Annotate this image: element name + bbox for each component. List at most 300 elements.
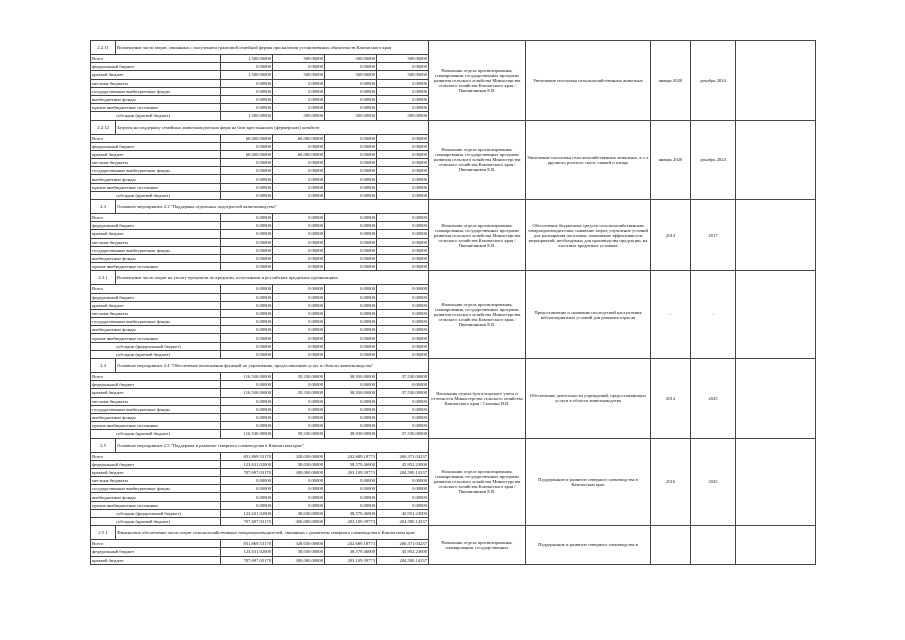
funding-source-label: федеральный бюджет bbox=[91, 381, 221, 389]
amount-cell: 60,000.00000 bbox=[221, 134, 273, 142]
amount-cell: 204,580.14337 bbox=[377, 556, 429, 564]
amount-cell: 300,000.00000 bbox=[273, 468, 325, 476]
amount-cell: 0.00000 bbox=[325, 183, 377, 191]
responsible-person: Начальник отдела бухгалтерского учета и отчетности Министерства сельского хозяйства Камчатского края / Смагина Н.В. bbox=[429, 359, 526, 439]
amount-cell: 0.00000 bbox=[273, 263, 325, 271]
amount-cell: 0.00000 bbox=[273, 405, 325, 413]
amount-cell: 260,371.04237 bbox=[377, 452, 429, 460]
amount-cell: 0.00000 bbox=[221, 95, 273, 103]
amount-cell: 0.00000 bbox=[377, 309, 429, 317]
amount-cell: 45,952.23000 bbox=[377, 509, 429, 517]
funding-source-label: Всего bbox=[91, 373, 221, 381]
section-title: Основное мероприятие 2.3 "Поддержка отдельных подотраслей животноводства" bbox=[116, 200, 429, 214]
start-date: 2014 bbox=[651, 359, 691, 439]
funding-source-label: государственные внебюджетные фонды bbox=[91, 405, 221, 413]
amount-cell: 0.00000 bbox=[221, 222, 273, 230]
funding-source-label: местные бюджеты bbox=[91, 477, 221, 485]
amount-cell: 0.00000 bbox=[325, 263, 377, 271]
amount-cell: 0.00000 bbox=[377, 254, 429, 262]
amount-cell: 0.00000 bbox=[325, 95, 377, 103]
funding-source-label: федеральный бюджет bbox=[91, 63, 221, 71]
funding-source-label: государственные внебюджетные фонды bbox=[91, 167, 221, 175]
amount-cell: 1,500.00000 bbox=[221, 55, 273, 63]
amount-cell: 0.00000 bbox=[377, 142, 429, 150]
amount-cell: 0.00000 bbox=[377, 326, 429, 334]
start-date: 2016 bbox=[651, 438, 691, 526]
amount-cell: 60,000.00000 bbox=[273, 150, 325, 158]
funding-source-label: субсидии (федеральный бюджет) bbox=[91, 509, 221, 517]
amount-cell: 0.00000 bbox=[273, 63, 325, 71]
funding-source-label: федеральный бюджет bbox=[91, 548, 221, 556]
amount-cell: 0.00000 bbox=[325, 405, 377, 413]
amount-cell: 0.00000 bbox=[377, 493, 429, 501]
amount-cell: 0.00000 bbox=[221, 397, 273, 405]
end-date: 2025 bbox=[691, 438, 736, 526]
amount-cell: 0.00000 bbox=[221, 285, 273, 293]
responsible-person: Начальник отдела прогнозирования, планирования, государственных программ развития сельского хозяйства Министерства сельского хозяйства Камчатского края / Пшеничников Е.В. bbox=[429, 271, 526, 359]
empty-cell bbox=[736, 438, 816, 526]
amount-cell: 0.00000 bbox=[325, 104, 377, 112]
expected-result: Обеспечение деятельности учреждений, предоставляющих услуги в области животноводства bbox=[526, 359, 651, 439]
funding-source-label: внебюджетные фонды bbox=[91, 493, 221, 501]
amount-cell: 0.00000 bbox=[325, 150, 377, 158]
amount-cell: 0.00000 bbox=[221, 214, 273, 222]
amount-cell: 0.00000 bbox=[221, 191, 273, 199]
amount-cell: 0.00000 bbox=[325, 397, 377, 405]
amount-cell: 0.00000 bbox=[377, 293, 429, 301]
section-header-row bbox=[91, 438, 816, 452]
amount-cell: 0.00000 bbox=[377, 150, 429, 158]
amount-cell: 0.00000 bbox=[221, 413, 273, 421]
amount-cell: 204,580.14337 bbox=[377, 518, 429, 526]
amount-cell: 0.00000 bbox=[325, 350, 377, 358]
amount-cell: 0.00000 bbox=[273, 159, 325, 167]
amount-cell: 0.00000 bbox=[273, 230, 325, 238]
amount-cell: 0.00000 bbox=[221, 159, 273, 167]
amount-cell: 300,000.00000 bbox=[273, 518, 325, 526]
amount-cell: 0.00000 bbox=[377, 246, 429, 254]
amount-cell: 0.00000 bbox=[273, 246, 325, 254]
amount-cell: 0.00000 bbox=[325, 326, 377, 334]
amount-cell: 0.00000 bbox=[377, 422, 429, 430]
amount-cell: 500.00000 bbox=[325, 71, 377, 79]
funding-source-label: Всего bbox=[91, 55, 221, 63]
amount-cell: 0.00000 bbox=[221, 477, 273, 485]
amount-cell: 0.00000 bbox=[325, 485, 377, 493]
amount-cell: 707,697.03170 bbox=[221, 518, 273, 526]
funding-source-label: субсидии (краевой бюджет) bbox=[91, 191, 221, 199]
amount-cell: 37,530.00000 bbox=[377, 373, 429, 381]
amount-cell: 0.00000 bbox=[221, 104, 273, 112]
amount-cell: 0.00000 bbox=[273, 309, 325, 317]
amount-cell: 1,500.00000 bbox=[221, 112, 273, 120]
amount-cell: 500.00000 bbox=[377, 71, 429, 79]
amount-cell: 0.00000 bbox=[221, 342, 273, 350]
amount-cell: 0.00000 bbox=[325, 477, 377, 485]
funding-source-label: краевой бюджет bbox=[91, 71, 221, 79]
expected-result: Предоставление и снижение последствий наступления неблагоприятных условий для развития отрасли bbox=[526, 271, 651, 359]
amount-cell: 0.00000 bbox=[273, 326, 325, 334]
amount-cell: 0.00000 bbox=[221, 230, 273, 238]
section-title: Затраты на поддержку семейных животноводческих ферм на базе крестьянских (фермерских) хозяйств bbox=[116, 120, 429, 134]
end-date: декабрь 2024 bbox=[691, 41, 736, 121]
section-title: Финансовое обеспечение части затрат сельскохозяйственных товаропроизводителей, связанных с развитием северного оленеводства в Камчатском крае bbox=[116, 526, 429, 540]
amount-cell: 0.00000 bbox=[221, 63, 273, 71]
amount-cell: 0.00000 bbox=[273, 214, 325, 222]
start-date: 2014 bbox=[651, 200, 691, 271]
amount-cell: 116,530.00000 bbox=[221, 373, 273, 381]
amount-cell: 0.00000 bbox=[377, 334, 429, 342]
responsible-person: Начальник отдела прогнозирования, планирования, государственных bbox=[429, 526, 526, 565]
funding-source-label: краевой бюджет bbox=[91, 230, 221, 238]
amount-cell: 707,697.03170 bbox=[221, 468, 273, 476]
amount-cell: 60,000.00000 bbox=[273, 134, 325, 142]
amount-cell: 0.00000 bbox=[221, 263, 273, 271]
funding-source-label: краевой бюджет bbox=[91, 301, 221, 309]
amount-cell: 0.00000 bbox=[273, 87, 325, 95]
amount-cell: 0.00000 bbox=[221, 485, 273, 493]
amount-cell: 0.00000 bbox=[325, 134, 377, 142]
empty-cell bbox=[736, 271, 816, 359]
funding-source-label: внебюджетные фонды bbox=[91, 95, 221, 103]
amount-cell: 0.00000 bbox=[325, 318, 377, 326]
funding-source-label: местные бюджеты bbox=[91, 397, 221, 405]
empty-cell bbox=[736, 120, 816, 200]
amount-cell: 0.00000 bbox=[273, 342, 325, 350]
amount-cell: 0.00000 bbox=[325, 191, 377, 199]
section-code: 2.2.12 bbox=[91, 120, 116, 134]
funding-source-label: краевой бюджет bbox=[91, 389, 221, 397]
amount-cell: 0.00000 bbox=[325, 501, 377, 509]
funding-source-label: субсидии (краевой бюджет) bbox=[91, 518, 221, 526]
amount-cell: 0.00000 bbox=[325, 301, 377, 309]
funding-source-label: внебюджетные фонды bbox=[91, 254, 221, 262]
amount-cell: 0.00000 bbox=[377, 238, 429, 246]
section-header-row bbox=[91, 41, 816, 55]
amount-cell: 0.00000 bbox=[221, 334, 273, 342]
end-date bbox=[691, 526, 736, 565]
funding-source-label: прочие внебюджетные источники bbox=[91, 334, 221, 342]
amount-cell: 0.00000 bbox=[273, 301, 325, 309]
funding-source-label: государственные внебюджетные фонды bbox=[91, 485, 221, 493]
amount-cell: 0.00000 bbox=[325, 254, 377, 262]
amount-cell: 300,000.00000 bbox=[273, 556, 325, 564]
amount-cell: 0.00000 bbox=[273, 293, 325, 301]
amount-cell: 242,689.18773 bbox=[325, 452, 377, 460]
section-code: 2.3 bbox=[91, 200, 116, 214]
amount-cell: 0.00000 bbox=[325, 167, 377, 175]
funding-source-label: местные бюджеты bbox=[91, 238, 221, 246]
funding-source-label: Всего bbox=[91, 214, 221, 222]
section-code: 2.5 bbox=[91, 438, 116, 452]
amount-cell: 0.00000 bbox=[273, 318, 325, 326]
funding-source-label: Всего bbox=[91, 134, 221, 142]
amount-cell: 0.00000 bbox=[377, 263, 429, 271]
amount-cell: 0.00000 bbox=[273, 413, 325, 421]
expected-result: Увеличение поголовья сельскохозяйственных животных, в т.ч. крупного рогатого скота, свиней и птицы bbox=[526, 120, 651, 200]
amount-cell: 203,109.39773 bbox=[325, 518, 377, 526]
amount-cell: 0.00000 bbox=[273, 254, 325, 262]
funding-source-label: краевой бюджет bbox=[91, 150, 221, 158]
section-title: Возмещение части затрат на уплату процентов по кредитам, полученным в российских кредитных организациях bbox=[116, 271, 429, 285]
amount-cell: 0.00000 bbox=[377, 350, 429, 358]
amount-cell: 0.00000 bbox=[221, 175, 273, 183]
amount-cell: 0.00000 bbox=[273, 381, 325, 389]
amount-cell: 0.00000 bbox=[325, 222, 377, 230]
funding-source-label: Всего bbox=[91, 452, 221, 460]
responsible-person: Начальник отдела прогнозирования, планирования, государственных программ развития сельского хозяйства Министерства сельского хозяйства Камчатского края / Пшеничников Е.В. bbox=[429, 120, 526, 200]
funding-source-label: прочие внебюджетные источники bbox=[91, 104, 221, 112]
amount-cell: 0.00000 bbox=[377, 285, 429, 293]
amount-cell: 0.00000 bbox=[325, 175, 377, 183]
amount-cell: 116,530.00000 bbox=[221, 389, 273, 397]
expected-result: Поддержание и развитие северного оленеводства в Камчатском крае bbox=[526, 438, 651, 526]
funding-source-label: федеральный бюджет bbox=[91, 460, 221, 468]
amount-cell: 0.00000 bbox=[221, 238, 273, 246]
amount-cell: 0.00000 bbox=[377, 63, 429, 71]
amount-cell: 0.00000 bbox=[273, 334, 325, 342]
expected-result: Обеспечение бюджетных средств сельскохозяйственным товаропроизводителям, снижение затрат, улучшение условий для расширения поголовья, повышение эффективности мероприятий, необходимых для производства продукции, на льготных кредитных условиях bbox=[526, 200, 651, 271]
empty-cell bbox=[736, 526, 816, 565]
funding-source-label: внебюджетные фонды bbox=[91, 175, 221, 183]
amount-cell: 0.00000 bbox=[221, 422, 273, 430]
amount-cell: 45,952.23000 bbox=[377, 460, 429, 468]
amount-cell: 0.00000 bbox=[377, 134, 429, 142]
end-date: 2017 bbox=[691, 200, 736, 271]
amount-cell: 0.00000 bbox=[377, 318, 429, 326]
amount-cell: 0.00000 bbox=[273, 183, 325, 191]
amount-cell: 500.00000 bbox=[273, 112, 325, 120]
amount-cell: 0.00000 bbox=[325, 293, 377, 301]
amount-cell: 0.00000 bbox=[325, 413, 377, 421]
amount-cell: 0.00000 bbox=[377, 87, 429, 95]
amount-cell: 0.00000 bbox=[221, 301, 273, 309]
funding-source-label: государственные внебюджетные фонды bbox=[91, 87, 221, 95]
amount-cell: 0.00000 bbox=[325, 342, 377, 350]
funding-source-label: местные бюджеты bbox=[91, 309, 221, 317]
amount-cell: 0.00000 bbox=[273, 485, 325, 493]
amount-cell: 831,869.53170 bbox=[221, 540, 273, 548]
amount-cell: 39,330.00000 bbox=[273, 430, 325, 438]
funding-source-label: субсидии (краевой бюджет) bbox=[91, 430, 221, 438]
section-title: Возмещение части затрат, связанных с получением грантовой семейной фермы при наличии установленных обязательств Камчатского края bbox=[116, 41, 429, 55]
amount-cell: 0.00000 bbox=[273, 191, 325, 199]
amount-cell: 0.00000 bbox=[325, 87, 377, 95]
amount-cell: 203,109.39773 bbox=[325, 468, 377, 476]
amount-cell: 1,500.00000 bbox=[221, 71, 273, 79]
amount-cell: 0.00000 bbox=[325, 422, 377, 430]
amount-cell: 203,109.39773 bbox=[325, 556, 377, 564]
start-date bbox=[651, 526, 691, 565]
amount-cell: 38,030.00000 bbox=[273, 548, 325, 556]
amount-cell: 0.00000 bbox=[273, 501, 325, 509]
amount-cell: 328,030.00000 bbox=[273, 540, 325, 548]
funding-source-label: местные бюджеты bbox=[91, 159, 221, 167]
amount-cell: 0.00000 bbox=[325, 334, 377, 342]
amount-cell: 0.00000 bbox=[221, 167, 273, 175]
amount-cell: 38,030.00000 bbox=[273, 509, 325, 517]
funding-source-label: федеральный бюджет bbox=[91, 222, 221, 230]
amount-cell: 0.00000 bbox=[377, 301, 429, 309]
amount-cell: 38,930.00000 bbox=[325, 430, 377, 438]
amount-cell: 0.00000 bbox=[325, 79, 377, 87]
amount-cell: 0.00000 bbox=[221, 254, 273, 262]
section-header-row bbox=[91, 359, 816, 373]
amount-cell: 0.00000 bbox=[273, 285, 325, 293]
amount-cell: 0.00000 bbox=[325, 238, 377, 246]
amount-cell: 123,631.02000 bbox=[221, 509, 273, 517]
amount-cell: 0.00000 bbox=[273, 422, 325, 430]
amount-cell: 0.00000 bbox=[221, 405, 273, 413]
amount-cell: 0.00000 bbox=[221, 493, 273, 501]
funding-source-label: краевой бюджет bbox=[91, 468, 221, 476]
amount-cell: 707,697.03170 bbox=[221, 556, 273, 564]
amount-cell: 37,530.00000 bbox=[377, 389, 429, 397]
amount-cell: 500.00000 bbox=[325, 112, 377, 120]
funding-source-label: субсидии (краевой бюджет) bbox=[91, 112, 221, 120]
amount-cell: 0.00000 bbox=[325, 246, 377, 254]
amount-cell: 831,869.53170 bbox=[221, 452, 273, 460]
amount-cell: 0.00000 bbox=[221, 309, 273, 317]
amount-cell: 0.00000 bbox=[221, 350, 273, 358]
funding-source-label: субсидии (краевой бюджет) bbox=[91, 350, 221, 358]
amount-cell: 0.00000 bbox=[221, 501, 273, 509]
funding-source-label: прочие внебюджетные источники bbox=[91, 263, 221, 271]
amount-cell: 123,631.02000 bbox=[221, 460, 273, 468]
program-table-sheet bbox=[90, 40, 815, 620]
amount-cell: 0.00000 bbox=[377, 477, 429, 485]
amount-cell: 0.00000 bbox=[377, 183, 429, 191]
amount-cell: 38,579.46000 bbox=[325, 548, 377, 556]
amount-cell: 0.00000 bbox=[325, 142, 377, 150]
funding-source-label: субсидии (федеральный бюджет) bbox=[91, 342, 221, 350]
funding-source-label: Всего bbox=[91, 285, 221, 293]
amount-cell: 0.00000 bbox=[377, 167, 429, 175]
section-code: 2.3.1 bbox=[91, 271, 116, 285]
end-date: декабрь 2024 bbox=[691, 120, 736, 200]
funding-source-label: внебюджетные фонды bbox=[91, 413, 221, 421]
amount-cell: 0.00000 bbox=[273, 350, 325, 358]
amount-cell: 0.00000 bbox=[273, 79, 325, 87]
amount-cell: 500.00000 bbox=[273, 71, 325, 79]
amount-cell: 0.00000 bbox=[377, 104, 429, 112]
expected-result: Поддержание и развитие северного оленеводства в bbox=[526, 526, 651, 565]
amount-cell: 0.00000 bbox=[377, 485, 429, 493]
amount-cell: 0.00000 bbox=[273, 167, 325, 175]
amount-cell: 260,371.04237 bbox=[377, 540, 429, 548]
amount-cell: 328,030.00000 bbox=[273, 452, 325, 460]
amount-cell: 0.00000 bbox=[377, 230, 429, 238]
amount-cell: 0.00000 bbox=[273, 397, 325, 405]
amount-cell: 0.00000 bbox=[273, 104, 325, 112]
amount-cell: 0.00000 bbox=[377, 413, 429, 421]
empty-cell bbox=[736, 200, 816, 271]
amount-cell: 38,930.00000 bbox=[325, 389, 377, 397]
amount-cell: 0.00000 bbox=[377, 342, 429, 350]
amount-cell: 0.00000 bbox=[221, 246, 273, 254]
section-header-row bbox=[91, 271, 816, 285]
section-title: Основное мероприятие 2.5 "Поддержка и развитие северного оленеводства в Камчатском крае" bbox=[116, 438, 429, 452]
amount-cell: 0.00000 bbox=[377, 214, 429, 222]
funding-source-label: государственные внебюджетные фонды bbox=[91, 246, 221, 254]
funding-source-label: федеральный бюджет bbox=[91, 293, 221, 301]
funding-source-label: краевой бюджет bbox=[91, 556, 221, 564]
expected-result: Увеличение поголовья сельскохозяйственных животных bbox=[526, 41, 651, 121]
funding-source-label: прочие внебюджетные источники bbox=[91, 501, 221, 509]
amount-cell: 0.00000 bbox=[325, 493, 377, 501]
responsible-person: Начальник отдела прогнозирования, планирования, государственных программ развития сельского хозяйства Министерства сельского хозяйства Камчатского края / Пшеничников Е.В. bbox=[429, 438, 526, 526]
amount-cell: 116,530.00000 bbox=[221, 430, 273, 438]
amount-cell: 0.00000 bbox=[377, 95, 429, 103]
amount-cell: 0.00000 bbox=[325, 230, 377, 238]
amount-cell: 0.00000 bbox=[221, 318, 273, 326]
section-header-row bbox=[91, 200, 816, 214]
amount-cell: 0.00000 bbox=[377, 381, 429, 389]
amount-cell: 204,580.14337 bbox=[377, 468, 429, 476]
amount-cell: 38,030.00000 bbox=[273, 460, 325, 468]
amount-cell: 37,530.00000 bbox=[377, 430, 429, 438]
amount-cell: 0.00000 bbox=[325, 63, 377, 71]
empty-cell bbox=[736, 359, 816, 439]
funding-source-label: прочие внебюджетные источники bbox=[91, 422, 221, 430]
responsible-person: Начальник отдела прогнозирования, планирования, государственных программ развития сельского хозяйства Министерства сельского хозяйства Камчатского края / Пшеничников Е.В. bbox=[429, 200, 526, 271]
amount-cell: 0.00000 bbox=[221, 142, 273, 150]
amount-cell: 500.00000 bbox=[325, 55, 377, 63]
amount-cell: 242,689.18773 bbox=[325, 540, 377, 548]
amount-cell: 0.00000 bbox=[221, 293, 273, 301]
section-code: 2.5.1 bbox=[91, 526, 116, 540]
section-header-row bbox=[91, 120, 816, 134]
amount-cell: 500.00000 bbox=[377, 112, 429, 120]
end-date: 2025 bbox=[691, 359, 736, 439]
funding-source-label: Всего bbox=[91, 540, 221, 548]
amount-cell: 0.00000 bbox=[273, 238, 325, 246]
amount-cell: 0.00000 bbox=[221, 183, 273, 191]
start-date: - bbox=[651, 271, 691, 359]
end-date: - bbox=[691, 271, 736, 359]
amount-cell: 0.00000 bbox=[273, 95, 325, 103]
amount-cell: 0.00000 bbox=[325, 309, 377, 317]
start-date: январь 2020 bbox=[651, 41, 691, 121]
amount-cell: 0.00000 bbox=[377, 501, 429, 509]
funding-source-label: федеральный бюджет bbox=[91, 142, 221, 150]
amount-cell: 60,000.00000 bbox=[221, 150, 273, 158]
amount-cell: 0.00000 bbox=[377, 191, 429, 199]
amount-cell: 0.00000 bbox=[377, 405, 429, 413]
amount-cell: 38,930.00000 bbox=[325, 373, 377, 381]
funding-source-label: прочие внебюджетные источники bbox=[91, 183, 221, 191]
funding-source-label: местные бюджеты bbox=[91, 79, 221, 87]
amount-cell: 0.00000 bbox=[325, 381, 377, 389]
amount-cell: 0.00000 bbox=[221, 79, 273, 87]
amount-cell: 123,631.02000 bbox=[221, 548, 273, 556]
section-header-row bbox=[91, 526, 816, 540]
amount-cell: 0.00000 bbox=[221, 381, 273, 389]
empty-cell bbox=[736, 41, 816, 121]
amount-cell: 0.00000 bbox=[377, 222, 429, 230]
amount-cell: 0.00000 bbox=[221, 326, 273, 334]
amount-cell: 0.00000 bbox=[273, 477, 325, 485]
amount-cell: 0.00000 bbox=[325, 285, 377, 293]
amount-cell: 0.00000 bbox=[377, 79, 429, 87]
amount-cell: 0.00000 bbox=[221, 87, 273, 95]
amount-cell: 0.00000 bbox=[273, 493, 325, 501]
amount-cell: 0.00000 bbox=[377, 159, 429, 167]
amount-cell: 500.00000 bbox=[273, 55, 325, 63]
amount-cell: 0.00000 bbox=[273, 222, 325, 230]
amount-cell: 0.00000 bbox=[377, 175, 429, 183]
start-date: январь 2020 bbox=[651, 120, 691, 200]
